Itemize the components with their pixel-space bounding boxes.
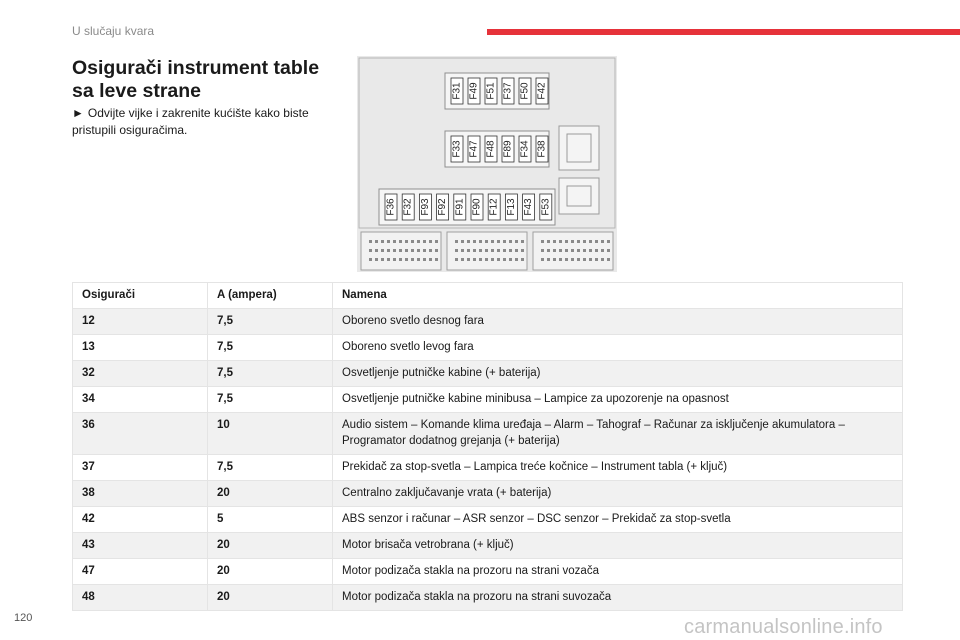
ampere-cell: 20 <box>208 559 333 585</box>
connector-pin <box>429 240 432 243</box>
fuse-number-cell: 32 <box>73 361 208 387</box>
table-row <box>73 455 903 481</box>
connector-pin <box>521 240 524 243</box>
connector-pin <box>485 249 488 252</box>
connector-pin <box>559 240 562 243</box>
fuse-label: F49 <box>468 82 480 100</box>
purpose-cell: Osvetljenje putničke kabine minibusa – Lampice za upozorenje na opasnost <box>333 387 903 413</box>
connector-pin <box>387 249 390 252</box>
connector-pin <box>589 249 592 252</box>
connector-pin <box>417 240 420 243</box>
connector-pin <box>497 258 500 261</box>
fuse-label: F42 <box>536 82 548 100</box>
fuse-row-1 <box>445 73 549 109</box>
connector-pin <box>571 249 574 252</box>
connector-pin <box>491 240 494 243</box>
connector-pin <box>381 249 384 252</box>
connector-pin <box>375 258 378 261</box>
purpose-cell: ABS senzor i računar – ASR senzor – DSC senzor – Prekidač za stop-svetla <box>333 507 903 533</box>
header-amperes: A (ampera) <box>208 283 333 309</box>
page-title: Osigurači instrument table sa leve strane <box>72 57 320 102</box>
fuse-number-cell: 37 <box>73 455 208 481</box>
fuse-label: F38 <box>536 140 548 158</box>
fuse-label: F93 <box>419 198 431 216</box>
connector-pin <box>393 258 396 261</box>
connector-pin <box>577 258 580 261</box>
fuse-row-3 <box>379 189 555 225</box>
connector-pin <box>559 258 562 261</box>
fuse-number-cell: 12 <box>73 309 208 335</box>
fuse-table-body <box>73 309 903 611</box>
relay-socket-lower <box>559 178 599 214</box>
fuse-number-cell: 38 <box>73 481 208 507</box>
connector-pin <box>399 258 402 261</box>
fuse-label: F51 <box>485 82 497 100</box>
connector-pin <box>455 258 458 261</box>
table-header-row <box>73 283 903 309</box>
table-row <box>73 309 903 335</box>
fuse-label: F53 <box>540 198 552 216</box>
connector-pin <box>553 240 556 243</box>
watermark: carmanualsonline.info <box>684 616 883 638</box>
connector-pin <box>461 249 464 252</box>
ampere-cell: 10 <box>208 413 333 455</box>
connector-pin <box>515 249 518 252</box>
fuse-number-cell: 43 <box>73 533 208 559</box>
connector-pin <box>393 240 396 243</box>
connector-pin <box>571 240 574 243</box>
connector-pin <box>411 249 414 252</box>
connector-pin <box>473 249 476 252</box>
connector-pin <box>435 240 438 243</box>
connector-pin <box>461 258 464 261</box>
purpose-cell: Prekidač za stop-svetla – Lampica treće kočnice – Instrument tabla (+ ključ) <box>333 455 903 481</box>
instruction <box>72 105 342 139</box>
table-row <box>73 559 903 585</box>
connector-pin <box>423 258 426 261</box>
fuse-label: F89 <box>502 140 514 158</box>
connector-pin <box>369 240 372 243</box>
purpose-cell: Motor podizača stakla na prozoru na strani suvozača <box>333 585 903 611</box>
connector-pin <box>559 249 562 252</box>
connector-pin <box>553 258 556 261</box>
connector-pin <box>515 258 518 261</box>
fuse-label: F33 <box>451 140 463 158</box>
connector-pin <box>547 258 550 261</box>
fuse-label: F34 <box>519 140 531 158</box>
table-row <box>73 585 903 611</box>
connector-pin <box>607 249 610 252</box>
relay-socket-upper <box>559 126 599 170</box>
table-row <box>73 335 903 361</box>
connector-pin <box>423 240 426 243</box>
connector-pin <box>467 249 470 252</box>
fuse-label: F92 <box>437 198 449 216</box>
connector-pin <box>491 258 494 261</box>
ampere-cell: 7,5 <box>208 387 333 413</box>
connector-pin <box>479 249 482 252</box>
connector-pin <box>521 258 524 261</box>
connector-pin <box>509 258 512 261</box>
fuse-label: F91 <box>454 198 466 216</box>
connector-pin <box>429 249 432 252</box>
connector-pin <box>541 258 544 261</box>
connector-pin <box>491 249 494 252</box>
connector-pin <box>497 240 500 243</box>
connector-pin <box>375 240 378 243</box>
fuse-number-cell: 36 <box>73 413 208 455</box>
connector-pin <box>375 249 378 252</box>
connector-pin <box>509 249 512 252</box>
fuse-label: F31 <box>451 82 463 100</box>
connector-pin <box>455 249 458 252</box>
connector-pin <box>399 240 402 243</box>
page-number: 120 <box>14 612 33 624</box>
fuse-label: F43 <box>523 198 535 216</box>
fuse-label: F47 <box>468 140 480 158</box>
connector-pin <box>541 240 544 243</box>
connector-pin <box>577 249 580 252</box>
purpose-cell: Osvetljenje putničke kabine (+ baterija) <box>333 361 903 387</box>
connector-pin <box>509 240 512 243</box>
section-accent-bar <box>487 29 960 35</box>
section-header: U slučaju kvara <box>72 24 155 38</box>
purpose-cell: Audio sistem – Komande klima uređaja – Alarm – Tahograf – Računar za isključenje akumulatora – Programator dodatnog grejanja (+ baterija) <box>333 413 903 455</box>
connector-pin <box>601 249 604 252</box>
connector-pin <box>601 258 604 261</box>
fuse-box-drawing <box>357 56 617 272</box>
connector-pin <box>393 249 396 252</box>
connector-pin <box>589 240 592 243</box>
connector-pin <box>583 240 586 243</box>
fuse-number-cell: 47 <box>73 559 208 585</box>
connector-pin <box>369 258 372 261</box>
header-purpose: Namena <box>333 283 903 309</box>
fuse-label: F12 <box>488 198 500 216</box>
connector-pin <box>577 240 580 243</box>
connector-pin <box>485 258 488 261</box>
fuse-box-diagram <box>357 56 617 272</box>
connector-pin <box>583 258 586 261</box>
fuse-number-cell: 13 <box>73 335 208 361</box>
connector-pin <box>387 240 390 243</box>
connector-pin <box>429 258 432 261</box>
connector-pin <box>405 258 408 261</box>
table-row <box>73 481 903 507</box>
connector-pin <box>473 258 476 261</box>
connector-pin <box>541 249 544 252</box>
fuse-label: F48 <box>485 140 497 158</box>
purpose-cell: Oboreno svetlo desnog fara <box>333 309 903 335</box>
connector-pin <box>461 240 464 243</box>
ampere-cell: 7,5 <box>208 335 333 361</box>
fuse-label: F37 <box>502 82 514 100</box>
connector-pin <box>381 258 384 261</box>
table-row <box>73 413 903 455</box>
purpose-cell: Motor podizača stakla na prozoru na strani vozača <box>333 559 903 585</box>
connector-pin <box>515 240 518 243</box>
connector-pin <box>565 240 568 243</box>
connector-pin <box>399 249 402 252</box>
connector-pin <box>435 258 438 261</box>
fuse-label: F36 <box>385 198 397 216</box>
connector-pin <box>547 240 550 243</box>
connector-pin <box>607 240 610 243</box>
ampere-cell: 20 <box>208 585 333 611</box>
connector-pin <box>595 258 598 261</box>
connector-pin <box>595 240 598 243</box>
fuse-label: F32 <box>402 198 414 216</box>
bullet-arrow-icon: ► <box>72 106 84 120</box>
connector-pin <box>571 258 574 261</box>
connector-pin <box>553 249 556 252</box>
fuse-number-cell: 34 <box>73 387 208 413</box>
ampere-cell: 5 <box>208 507 333 533</box>
connector-pin <box>405 249 408 252</box>
connector-pin <box>467 258 470 261</box>
connector-pin <box>595 249 598 252</box>
connector-pin <box>547 249 550 252</box>
connector-pin <box>455 240 458 243</box>
connector-pin <box>503 240 506 243</box>
fuse-row-2 <box>445 131 549 167</box>
connector-pin <box>381 240 384 243</box>
connector-pin <box>411 240 414 243</box>
connector-pin <box>503 249 506 252</box>
connector-pin <box>479 240 482 243</box>
connector-pin <box>503 258 506 261</box>
header-fuses: Osigurači <box>73 283 208 309</box>
connector-pin <box>589 258 592 261</box>
connector-pin <box>521 249 524 252</box>
ampere-cell: 20 <box>208 533 333 559</box>
ampere-cell: 7,5 <box>208 455 333 481</box>
connector-pin <box>479 258 482 261</box>
fuse-label: F50 <box>519 82 531 100</box>
ampere-cell: 7,5 <box>208 309 333 335</box>
connector-pin <box>467 240 470 243</box>
connector-pin <box>601 240 604 243</box>
table-row <box>73 387 903 413</box>
connector-pin <box>565 258 568 261</box>
ampere-cell: 20 <box>208 481 333 507</box>
table-row <box>73 533 903 559</box>
connector-pin <box>485 240 488 243</box>
connector-pin <box>583 249 586 252</box>
purpose-cell: Oboreno svetlo levog fara <box>333 335 903 361</box>
connector-pin <box>417 249 420 252</box>
fuse-number-cell: 48 <box>73 585 208 611</box>
fuse-number-cell: 42 <box>73 507 208 533</box>
connector-pin <box>411 258 414 261</box>
connector-pin <box>497 249 500 252</box>
fuse-table <box>72 282 903 611</box>
connector-pin <box>405 240 408 243</box>
purpose-cell: Motor brisača vetrobrana (+ ključ) <box>333 533 903 559</box>
ampere-cell: 7,5 <box>208 361 333 387</box>
connector-pin <box>435 249 438 252</box>
purpose-cell: Centralno zaključavanje vrata (+ baterija) <box>333 481 903 507</box>
connector-pin <box>369 249 372 252</box>
fuse-label: F90 <box>471 198 483 216</box>
connector-pin <box>387 258 390 261</box>
connector-pin <box>607 258 610 261</box>
table-row <box>73 507 903 533</box>
instruction-text: Odvijte vijke i zakrenite kućište kako biste pristupili osiguračima. <box>72 106 309 137</box>
table-row <box>73 361 903 387</box>
connector-pin <box>473 240 476 243</box>
connector-pin <box>565 249 568 252</box>
connector-pin <box>417 258 420 261</box>
fuse-label: F13 <box>505 198 517 216</box>
connector-pin <box>423 249 426 252</box>
